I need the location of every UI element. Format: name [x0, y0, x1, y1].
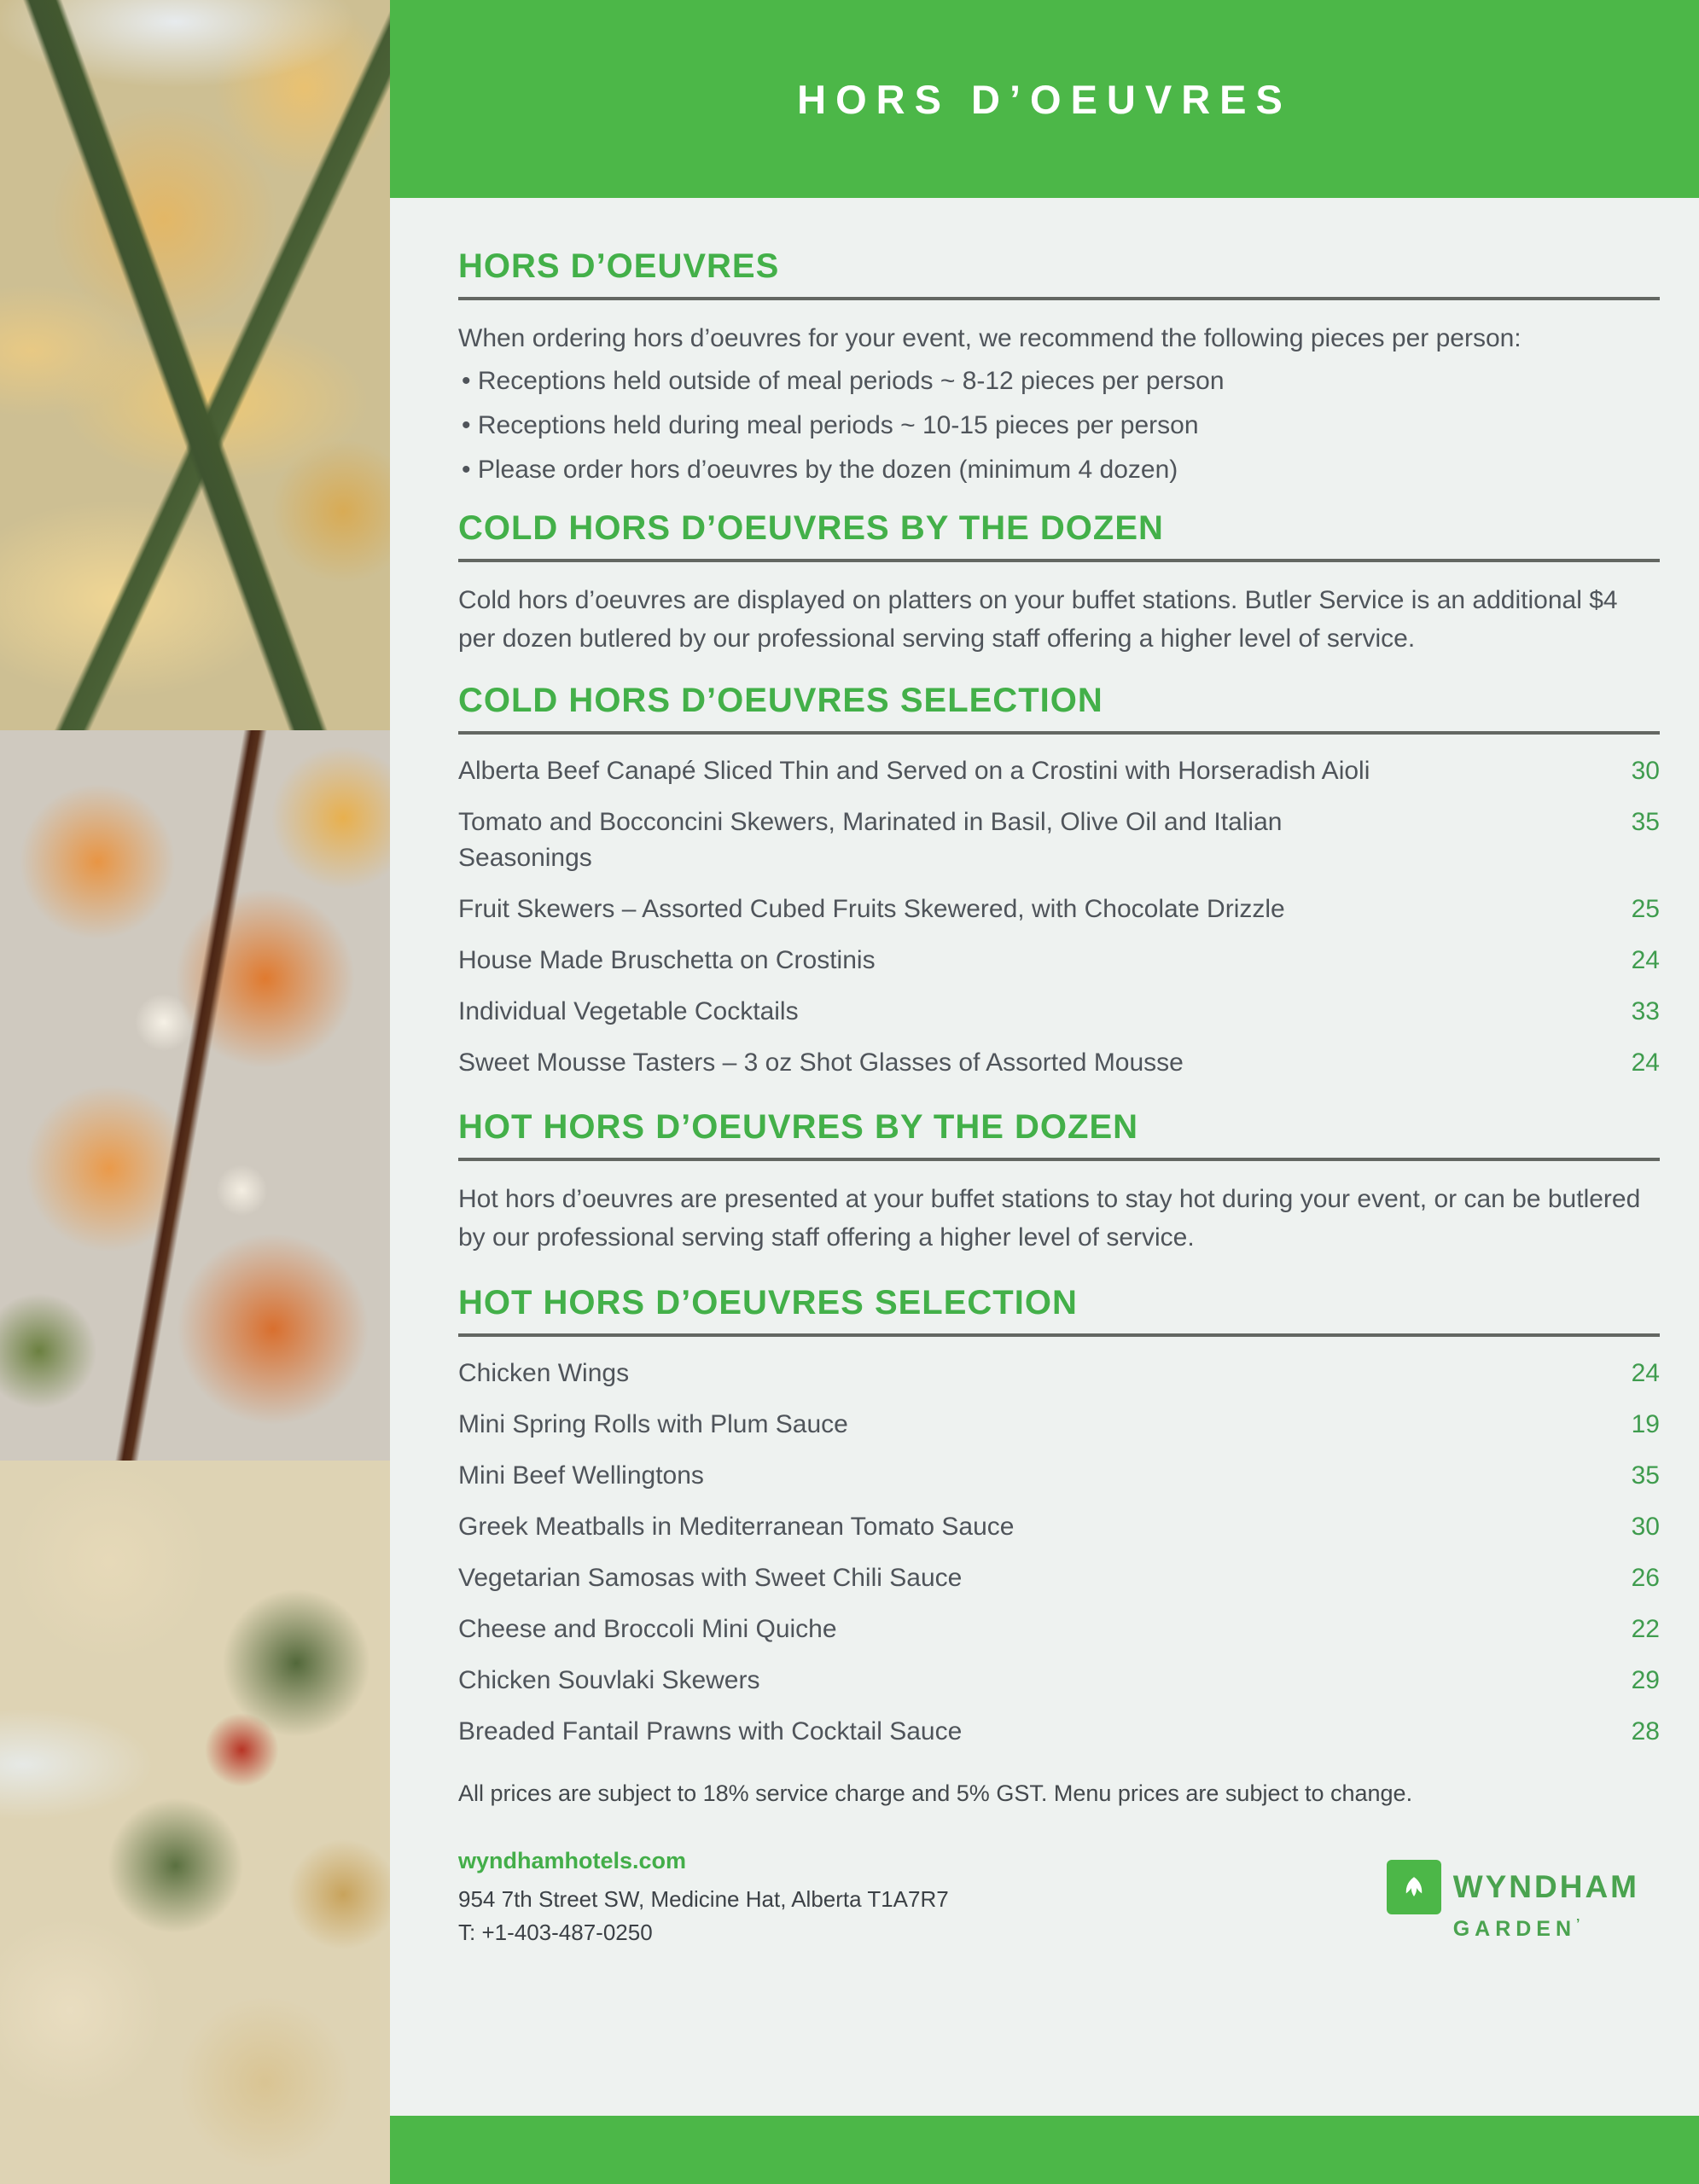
menu-item-name: Breaded Fantail Prawns with Cocktail Sauce: [458, 1717, 963, 1745]
menu-item-row: [458, 892, 1660, 927]
intro-paragraph: When ordering hors d’oeuvres for your event, we recommend the following pieces per person:: [458, 324, 1522, 352]
bullet-item: • Please order hors d’oeuvres by the dozen (minimum 4 dozen): [458, 455, 1660, 485]
intro-bullet-list: [458, 366, 1660, 485]
hot-dozen-paragraph: Hot hors d’oeuvres are presented at your buffet stations to stay hot during your event, or can be butlered by our professional serving staff offering a higher level of service.: [458, 1185, 1641, 1252]
menu-item-row: [458, 1407, 1660, 1443]
footer-info: [458, 1848, 1660, 1949]
menu-item-row: [458, 1714, 1660, 1750]
menu-item-name: Mini Beef Wellingtons: [458, 1461, 704, 1490]
menu-item-name: House Made Bruschetta on Crostinis: [458, 946, 876, 974]
menu-item-name: Individual Vegetable Cocktails: [458, 997, 799, 1025]
menu-item-price: 35: [1631, 1461, 1660, 1490]
spinach-flatbread-photo: [0, 1461, 390, 2184]
menu-item-row: [458, 753, 1660, 789]
pricing-disclaimer: All prices are subject to 18% service charge and 5% GST. Menu prices are subject to change.: [458, 1780, 1413, 1806]
footer-color-bar: [390, 2116, 1699, 2184]
section-heading: HOT HORS D’OEUVRES SELECTION: [458, 1284, 1078, 1321]
menu-item-price: 35: [1631, 808, 1660, 836]
section-heading: COLD HORS D’OEUVRES BY THE DOZEN: [458, 509, 1164, 547]
menu-item-row: [458, 994, 1660, 1030]
menu-item-row: [458, 1356, 1660, 1391]
logo-trademark: ’: [1576, 1917, 1580, 1931]
section-cold-selection: [458, 680, 1660, 1081]
bullet-item: • Receptions held outside of meal periods ~ 8-12 pieces per person: [458, 366, 1660, 397]
menu-item-price: 29: [1631, 1666, 1660, 1694]
section-divider: [458, 731, 1660, 735]
menu-item-price: 30: [1631, 1513, 1660, 1541]
menu-item-name: Vegetarian Samosas with Sweet Chili Sauce: [458, 1564, 963, 1592]
menu-item-row: [458, 1458, 1660, 1494]
section-heading: HORS D’OEUVRES: [458, 247, 780, 285]
cheese-crostini-photo: [0, 0, 390, 730]
menu-item-price: 33: [1631, 997, 1660, 1025]
peach-bruschetta-photo: [0, 730, 390, 1461]
section-heading: COLD HORS D’OEUVRES SELECTION: [458, 682, 1103, 719]
section-cold-dozen: [458, 508, 1660, 658]
section-hot-selection: [458, 1282, 1660, 1750]
menu-item-row: [458, 1045, 1660, 1081]
logo-brand-text: WYNDHAM: [1452, 1869, 1639, 1904]
menu-item-price: 24: [1631, 1359, 1660, 1387]
section-divider: [458, 1158, 1660, 1161]
menu-item-name: Chicken Souvlaki Skewers: [458, 1666, 760, 1694]
menu-item-row: [458, 804, 1660, 876]
menu-item-price: 28: [1631, 1717, 1660, 1745]
menu-item-price: 19: [1631, 1410, 1660, 1438]
menu-item-row: [458, 1663, 1660, 1699]
menu-item-name: Chicken Wings: [458, 1359, 630, 1387]
page-title: HORS D’OEUVRES: [797, 76, 1292, 122]
cold-dozen-paragraph: Cold hors d’oeuvres are displayed on platters on your buffet stations. Butler Service is an additional $4 per dozen butlered by our professional serving staff offering a higher level of service.: [458, 586, 1618, 653]
menu-item-price: 24: [1631, 1048, 1660, 1077]
menu-item-name: Alberta Beef Canapé Sliced Thin and Served on a Crostini with Horseradish Aioli: [458, 757, 1370, 785]
menu-item-price: 24: [1631, 946, 1660, 974]
address-text: 954 7th Street SW, Medicine Hat, Alberta T1A7R7: [458, 1886, 949, 1912]
menu-item-name: Tomato and Bocconcini Skewers, Marinated in Basil, Olive Oil and Italian Seasonings: [458, 808, 1283, 872]
menu-item-price: 30: [1631, 757, 1660, 785]
website-link[interactable]: wyndhamhotels.com: [458, 1848, 687, 1873]
wyndham-leaf-icon: [1387, 1860, 1441, 1914]
menu-item-name: Fruit Skewers – Assorted Cubed Fruits Skewered, with Chocolate Drizzle: [458, 895, 1285, 923]
menu-content: [390, 198, 1699, 2116]
section-divider: [458, 1333, 1660, 1337]
menu-item-price: 25: [1631, 895, 1660, 923]
section-divider: [458, 297, 1660, 300]
menu-item-price: 22: [1631, 1615, 1660, 1643]
menu-item-row: [458, 1560, 1660, 1596]
menu-item-row: [458, 1509, 1660, 1545]
section-intro: [458, 246, 1660, 485]
page-header-banner: [390, 0, 1699, 198]
menu-item-name: Sweet Mousse Tasters – 3 oz Shot Glasses of Assorted Mousse: [458, 1048, 1184, 1077]
menu-item-row: [458, 943, 1660, 979]
menu-item-name: Mini Spring Rolls with Plum Sauce: [458, 1410, 848, 1438]
menu-item-row: [458, 1612, 1660, 1647]
wyndham-garden-logo: [1387, 1860, 1639, 1942]
photo-column: [0, 0, 390, 2184]
menu-item-name: Greek Meatballs in Mediterranean Tomato Sauce: [458, 1513, 1015, 1541]
contact-block: [458, 1848, 949, 1949]
section-divider: [458, 559, 1660, 562]
logo-sub-text: GARDEN: [1452, 1917, 1577, 1941]
menu-item-name: Cheese and Broccoli Mini Quiche: [458, 1615, 837, 1643]
menu-item-price: 26: [1631, 1564, 1660, 1592]
bullet-item: • Receptions held during meal periods ~ 10-15 pieces per person: [458, 410, 1660, 441]
section-hot-dozen: [458, 1107, 1660, 1257]
section-heading: HOT HORS D’OEUVRES BY THE DOZEN: [458, 1108, 1139, 1146]
phone-text: T: +1-403-487-0250: [458, 1920, 653, 1945]
